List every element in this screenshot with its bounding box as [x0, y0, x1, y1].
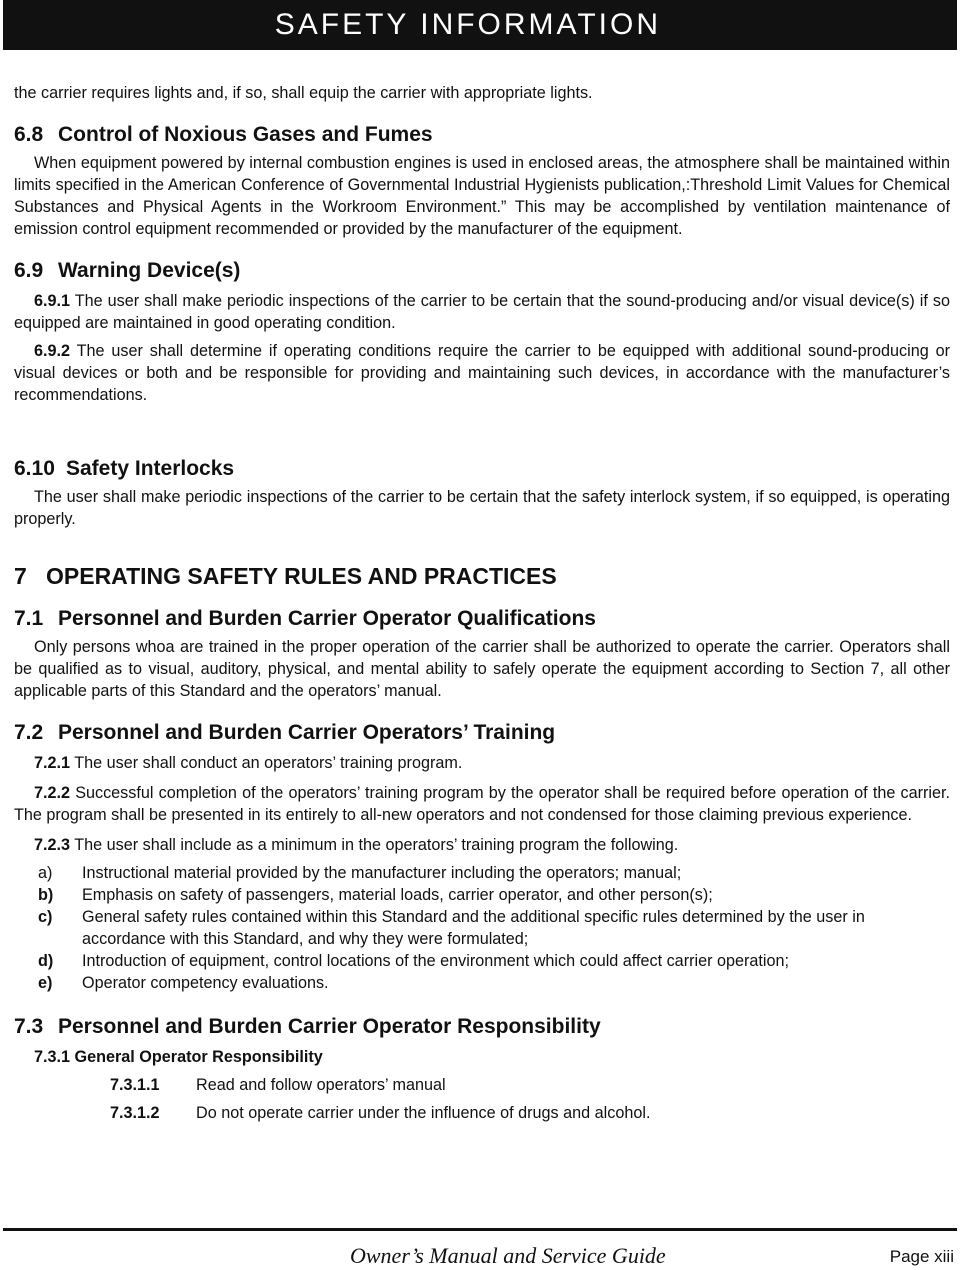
- section-number: 7.1: [14, 607, 44, 630]
- clause-text: The user shall make periodic inspections of the carrier to be certain that the sound-producing and/or visual device(s) if so equipped are maintained in good operating condition.: [14, 292, 950, 332]
- clause-number: 6.9.2: [34, 342, 71, 360]
- section-title: OPERATING SAFETY RULES AND PRACTICES: [46, 563, 557, 589]
- section-6-9-heading: [14, 258, 950, 284]
- section-number: 7.2: [14, 721, 44, 744]
- clause-text: The user shall conduct an operators’ training program.: [70, 754, 463, 772]
- section-title: Personnel and Burden Carrier Operator Qualifications: [58, 607, 596, 630]
- list-item-text: General safety rules contained within this Standard and the additional specific rules determined by the user in accordance with this Standard, and why they were formulated;: [82, 908, 865, 948]
- header-bar: [3, 0, 957, 50]
- list-item: [38, 884, 950, 906]
- section-title: Personnel and Burden Carrier Operators’ Training: [58, 721, 556, 744]
- list-marker: c): [38, 908, 53, 926]
- section-title: Safety Interlocks: [66, 457, 235, 480]
- section-7-2-heading: [14, 720, 950, 746]
- section-7-2-2: [14, 782, 950, 826]
- clause-number: 7.2.3: [34, 836, 71, 854]
- section-7-2-1: [14, 752, 950, 774]
- list-marker: b): [38, 886, 54, 904]
- section-number: 6.9: [14, 259, 44, 282]
- list-item-text: Instructional material provided by the manufacturer including the operators; manual;: [82, 864, 682, 882]
- section-7-heading: [14, 562, 950, 590]
- list-item: [38, 862, 950, 884]
- section-number: 7.3: [14, 1015, 44, 1038]
- clause-number: 6.9.1: [34, 292, 71, 310]
- footer-title: Owner’s Manual and Service Guide: [350, 1243, 666, 1268]
- document-body: [14, 82, 950, 1130]
- list-item: [38, 972, 950, 994]
- clause-number: 7.2.2: [34, 784, 71, 802]
- clause-number: 7.2.1: [34, 754, 71, 772]
- section-7-1-heading: [14, 606, 950, 632]
- intro-text: the carrier requires lights and, if so, shall equip the carrier with appropriate lights.: [14, 84, 593, 102]
- list-marker: e): [38, 974, 53, 992]
- section-number: 7: [14, 563, 27, 589]
- section-6-8-heading: [14, 122, 950, 148]
- section-title: Warning Device(s): [58, 259, 241, 282]
- row-number: 7.3.1.2: [110, 1104, 160, 1122]
- list-item: [38, 906, 950, 950]
- section-7-3-1-heading: 7.3.1 General Operator Responsibility: [34, 1048, 323, 1066]
- section-6-9-1: [14, 290, 950, 334]
- section-number: 6.10: [14, 457, 55, 480]
- section-6-10-heading: [14, 456, 950, 482]
- row-text: Read and follow operators’ manual: [196, 1076, 446, 1094]
- list-item-text: Operator competency evaluations.: [82, 974, 329, 992]
- section-number: 6.8: [14, 123, 44, 146]
- clause-text: Successful completion of the operators’ training program by the operator shall be required before operation of the carrier. The program shall be presented in its entirely to all-new operators and not condensed for those claiming previous experience.: [14, 784, 950, 824]
- section-7-3-heading: [14, 1014, 950, 1040]
- list-item-text: Emphasis on safety of passengers, material loads, carrier operator, and other person(s);: [82, 886, 713, 904]
- list-item: [38, 950, 950, 972]
- list-marker: d): [38, 952, 54, 970]
- training-items-list: [14, 862, 950, 994]
- page-header-title: SAFETY INFORMATION: [274, 8, 661, 41]
- section-7-1-body: Only persons whoa are trained in the proper operation of the carrier shall be authorized to operate the carrier. Operators shall be qualified as to visual, auditory, physical, and mental ability to safely operate the equipment according to Section 7, all other applicable parts of this Standard and the operators’ manual.: [14, 638, 950, 700]
- responsibility-row: [14, 1074, 950, 1102]
- section-7-2-3: [14, 834, 950, 856]
- list-marker: a): [38, 864, 53, 882]
- responsibility-row: [14, 1102, 950, 1130]
- section-6-8-body: When equipment powered by internal combustion engines is used in enclosed areas, the atmosphere shall be maintained within limits specified in the American Conference of Governmental Industrial Hygienists publication,:Threshold Limit Values for Chemical Substances and Physical Agents in the Workroom Environment.” This may be accomplished by ventilation maintenance of emission control equipment recommended or provided by the manufacturer of the equipment.: [14, 154, 950, 238]
- page-number: Page xiii: [889, 1247, 954, 1266]
- section-6-10-body: The user shall make periodic inspections of the carrier to be certain that the safety interlock system, if so equipped, is operating properly.: [14, 488, 950, 528]
- clause-text: The user shall include as a minimum in the operators’ training program the following.: [70, 836, 679, 854]
- footer-rule: [3, 1228, 957, 1231]
- section-6-9-2: [14, 340, 950, 406]
- row-number: 7.3.1.1: [110, 1076, 160, 1094]
- section-title: Control of Noxious Gases and Fumes: [58, 123, 433, 146]
- list-item-text: Introduction of equipment, control locations of the environment which could affect carrier operation;: [82, 952, 789, 970]
- clause-text: The user shall determine if operating conditions require the carrier to be equipped with additional sound-producing or visual devices or both and be responsible for providing and maintaining such devices, in accordance with the manufacturer’s recommendations.: [14, 342, 950, 404]
- section-title: Personnel and Burden Carrier Operator Responsibility: [58, 1015, 601, 1038]
- row-text: Do not operate carrier under the influence of drugs and alcohol.: [196, 1104, 651, 1122]
